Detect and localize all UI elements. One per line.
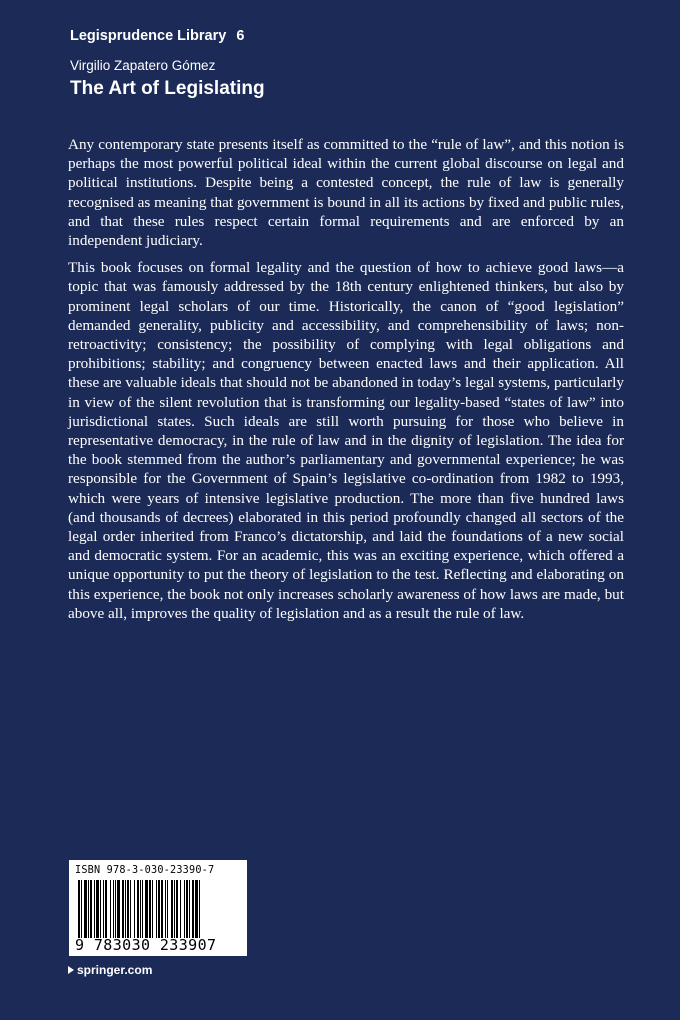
isbn-label: ISBN 978-3-030-23390-7 (75, 865, 215, 876)
barcode-bar (117, 880, 120, 938)
barcode-bar (171, 880, 173, 938)
barcode-bar (186, 880, 188, 938)
barcode-bar (130, 880, 131, 938)
isbn-barcode (69, 860, 247, 956)
barcode-bar (81, 880, 82, 938)
barcode-bar (96, 880, 99, 938)
barcode-bar (174, 880, 175, 938)
barcode-bar (192, 880, 194, 938)
back-cover-blurb (68, 135, 624, 623)
barcode-bar (94, 880, 95, 938)
barcode-bar (125, 880, 126, 938)
barcode-bar (127, 880, 129, 938)
publisher-link[interactable] (68, 963, 152, 977)
barcode-bars (75, 880, 241, 938)
barcode-bar (152, 880, 153, 938)
barcode-bar (103, 880, 104, 938)
author-name: Virgilio Zapatero Gómez (70, 58, 216, 73)
barcode-bar (113, 880, 114, 938)
barcode-bar (199, 880, 200, 938)
barcode-bar (176, 880, 178, 938)
barcode-bar (156, 880, 157, 938)
barcode-bar (195, 880, 198, 938)
barcode-bar (184, 880, 185, 938)
barcode-bar (140, 880, 141, 938)
barcode-bar (90, 880, 92, 938)
blurb-paragraph-2: This book focuses on formal legality and the question of how to achieve good laws—a topic that was famously addressed by the 18th century enlightened thinkers, but also by prominent legal scholars of our time. Historically, the canon of “good legislation” demanded generality, publicity and accessibility, and comprehensibility of laws; non-retroactivity; consistency; the possibility of complying with legal obligations and prohibitions; stability; and congruency between enacted laws and their application. All these are valuable ideals that should not be abandoned in today’s legal systems, particularly in view of the silent revolution that is transforming our legality-based “states of law” into jurisdictional states. Such ideals are still worth pursuing for those who believe in representative democracy, in the rule of law and in the dignity of legislation. The idea for the book stemmed from the author’s parliamentary and governmental experience; he was responsible for the Government of Spain’s legislative co-ordination from 1982 to 1993, which were years of intensive legislative production. The more than five hundred laws (and thousands of decrees) elaborated in this period profoundly changed all sectors of the legal order inherited from Franco’s dictatorship, and laid the foundations of a new social and democratic system. For an academic, this was an exciting experience, which offered a unique opportunity to put the theory of legislation to the test. Reflecting and elaborating on this experience, the book not only increases scholarly awareness of how laws are made, but above all, improves the quality of legislation and as a result the rule of law. (68, 259, 624, 622)
barcode-bar (142, 880, 143, 938)
barcode-bar (189, 880, 190, 938)
barcode-bar (137, 880, 139, 938)
book-title: The Art of Legislating (70, 78, 265, 99)
barcode-bar (115, 880, 116, 938)
arrow-right-icon (68, 966, 74, 974)
blurb-paragraph-1: Any contemporary state presents itself as committed to the “rule of law”, and this notion is perhaps the most powerful political ideal within the current global discourse on legal and political institutions. Despite being a contested concept, the rule of law is generally recognised as meaning that government is bound in all its actions by fixed and public rules, and that these rules respect certain formal requirements and are enforced by an independent judiciary. (68, 136, 624, 250)
barcode-bar (145, 880, 148, 938)
barcode-bar (149, 880, 151, 938)
barcode-bar (100, 880, 101, 938)
series-number: 6 (236, 28, 245, 44)
barcode-bar (165, 880, 166, 938)
barcode-bar (84, 880, 87, 938)
barcode-bar (161, 880, 163, 938)
series-line (70, 28, 244, 44)
barcode-bar (134, 880, 135, 938)
barcode-bar (110, 880, 111, 938)
barcode-bar (158, 880, 160, 938)
series-name: Legisprudence Library (70, 28, 227, 44)
publisher-label: springer.com (77, 963, 153, 977)
barcode-bar (167, 880, 168, 938)
barcode-bar (180, 880, 181, 938)
barcode-bar (105, 880, 107, 938)
barcode-bar (122, 880, 124, 938)
barcode-bar (88, 880, 89, 938)
barcode-digits: 9 783030 233907 (75, 936, 217, 954)
barcode-bar (78, 880, 80, 938)
